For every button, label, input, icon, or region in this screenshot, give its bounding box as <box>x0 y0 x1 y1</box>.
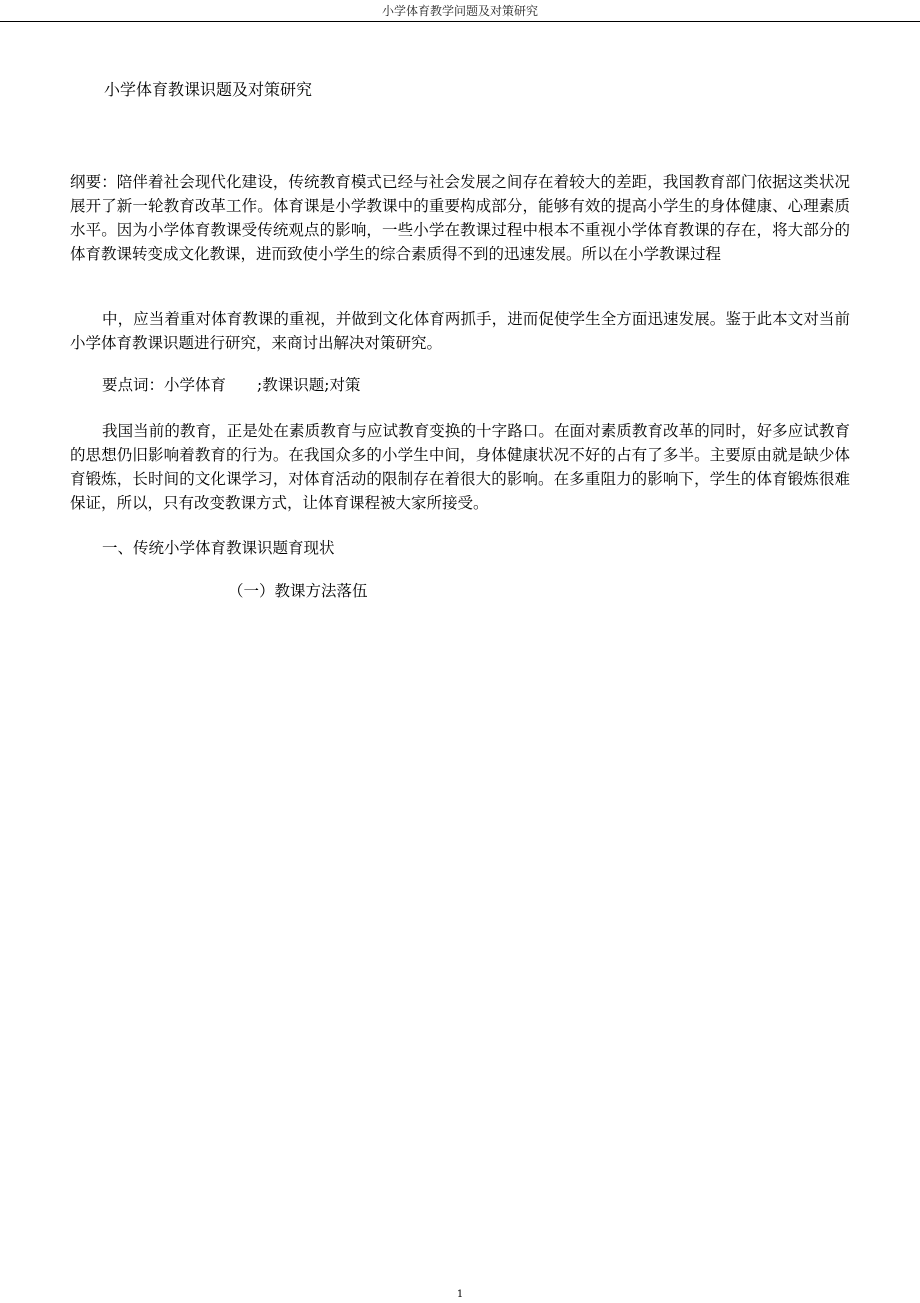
body-paragraph: 我国当前的教育，正是处在素质教育与应试教育变换的十字路口。在面对素质教育改革的同时，好多应试教育的思想仍旧影响着教育的行为。在我国众多的小学生中间，身体健康状况不好的占有了多半。主要原由就是缺少体育锻炼，长时间的文化课学习，对体育活动的限制存在着很大的影响。在多重阻力的影响下，学生的体育锻炼很难保证，所以，只有改变教课方式，让体育课程被大家所接受。 <box>70 422 850 512</box>
abstract-paragraph: 纲要：陪伴着社会现代化建设，传统教育模式已经与社会发展之间存在着较大的差距，我国教育部门依据这类状况展开了新一轮教育改革工作。体育课是小学教课中的重要构成部分，能够有效的提高小学生的身体健康、心理素质水平。因为小学体育教课受传统观点的影响，一些小学在教课过程中根本不重视小学体育教课的存在，将大部分的体育教课转变成文化教课，进而致使小学生的综合素质得不到的迅速发展。所以在小学教课过程 <box>70 173 850 263</box>
keywords-line: 要点词：小学体育 ;教课识题;对策 <box>102 376 361 394</box>
page-number: 1 <box>456 1289 464 1300</box>
header-divider <box>0 21 920 22</box>
section-heading: 一、传统小学体育教课识题育现状 <box>102 539 335 557</box>
subsection-heading: （一）教课方法落伍 <box>228 582 368 600</box>
running-header: 小学体育教学问题及对策研究 <box>381 4 538 18</box>
document-title: 小学体育教课识题及对策研究 <box>104 80 313 99</box>
abstract-continued-paragraph: 中，应当着重对体育教课的重视，并做到文化体育两抓手，进而促使学生全方面迅速发展。鉴于此本文对当前小学体育教课识题进行研究，来商讨出解决对策研究。 <box>70 310 850 352</box>
